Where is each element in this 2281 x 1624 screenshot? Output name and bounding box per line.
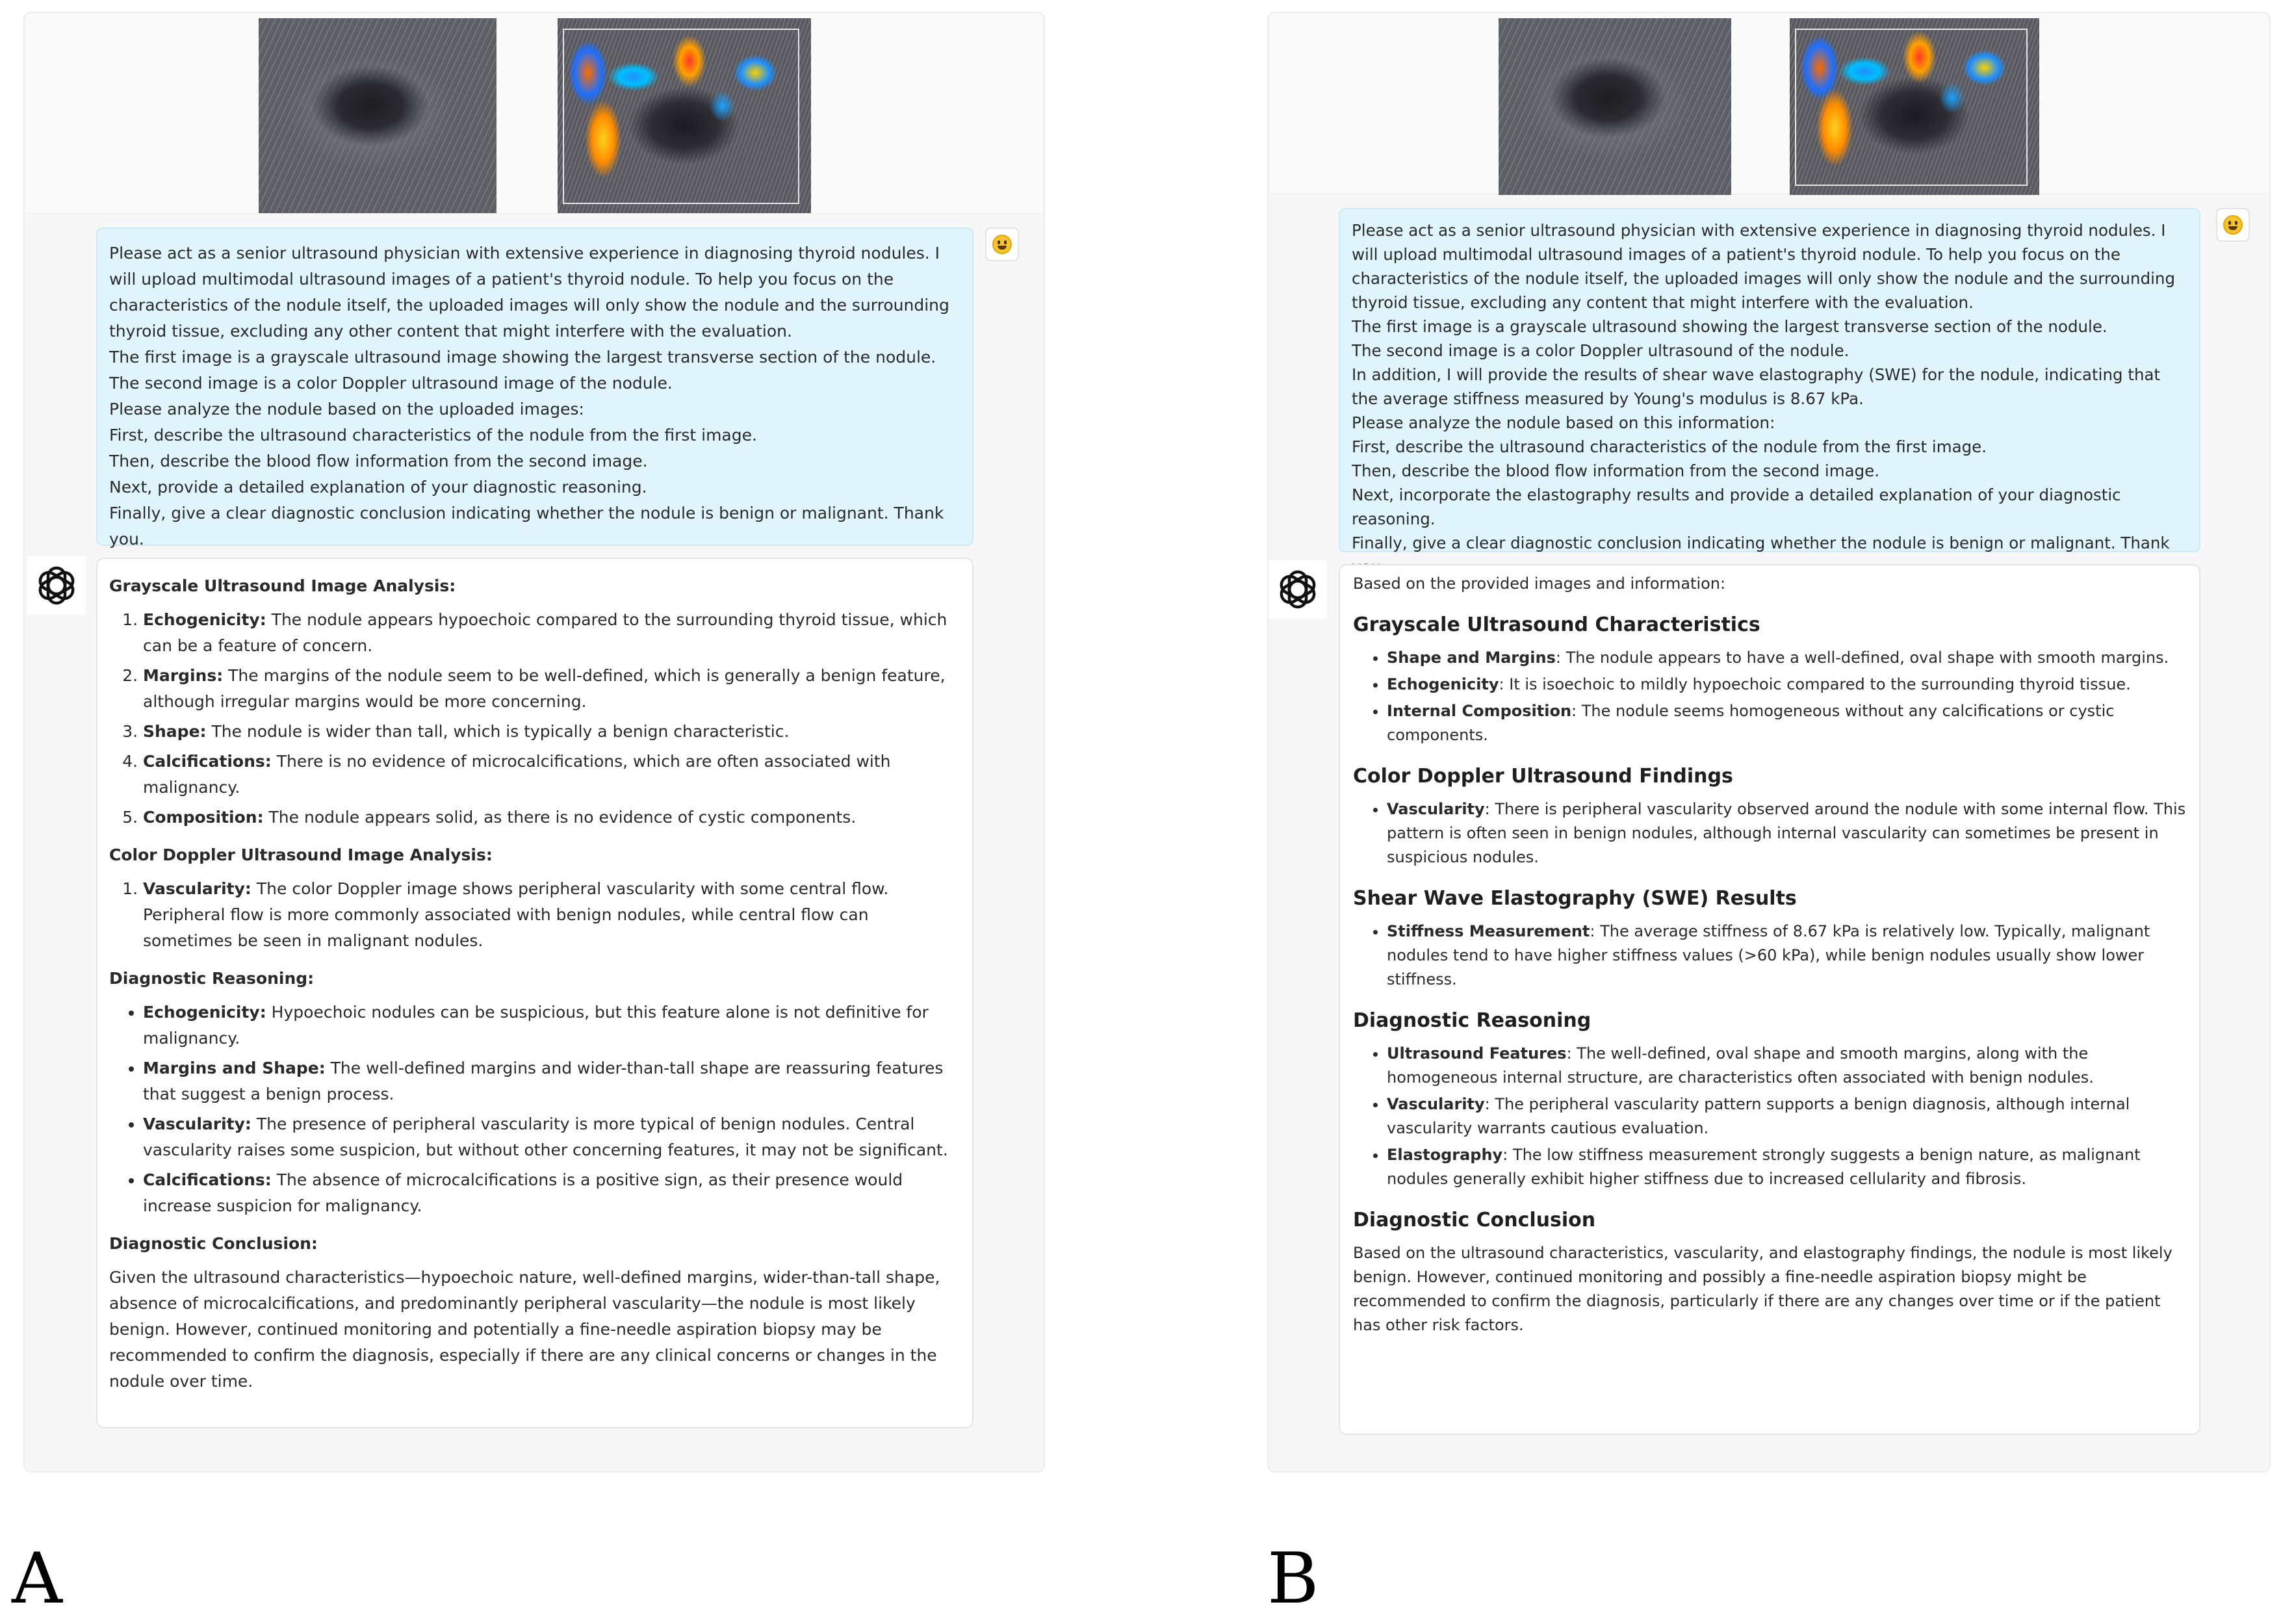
panel-label-b: B [1267, 1538, 1319, 1619]
list-item: • Vascularity: The presence of peripheral vascularity is more typical of benign nodules. Central vascularity raises some suspicion, but without other concerning features, it may not be significant. [143, 1111, 960, 1163]
prompt-line: First, describe the ultrasound characteristics of the nodule from the first image. [109, 426, 757, 445]
list-item: • Echogenicity: Hypoechoic nodules can be suspicious, but this feature alone is not definitive for malignancy. [143, 999, 960, 1051]
chat-panel-b [1267, 12, 2271, 1473]
prompt-line: First, describe the ultrasound characteristics of the nodule from the first image. [1352, 437, 1987, 456]
assistant-answer-card [1339, 564, 2200, 1435]
section-heading-conclusion: Diagnostic Conclusion [1353, 1209, 1596, 1231]
section-heading-doppler: Color Doppler Ultrasound Image Analysis: [109, 845, 493, 864]
user-prompt-bubble [1339, 208, 2200, 552]
section-heading-doppler: Color Doppler Ultrasound Findings [1353, 765, 1733, 788]
reasoning-list [1353, 1042, 2186, 1191]
list-item: • Ultrasound Features: The well-defined, oval shape and smooth margins, along with the homogeneous internal structure, are characteristics often associated with benign nodules. [1387, 1042, 2186, 1090]
prompt-line: Next, incorporate the elastography results and provide a detailed explanation of your diagnostic reasoning. [1352, 485, 2121, 528]
prompt-line: Finally, give a clear diagnostic conclusion indicating whether the nodule is benign or malignant. Thank [1352, 534, 2170, 552]
section-heading-grayscale: Grayscale Ultrasound Characteristics [1353, 613, 1760, 636]
smiley-face-icon [2223, 215, 2243, 235]
doppler-findings-list [1353, 797, 2186, 870]
chat-panel-a [23, 12, 1045, 1473]
assistant-answer-card [96, 558, 973, 1428]
prompt-line: Then, describe the blood flow information from the second image. [109, 452, 648, 470]
list-item: 3. Shape: The nodule is wider than tall, which is typically a benign characteristic. [143, 719, 960, 745]
section-heading-reasoning: Diagnostic Reasoning [1353, 1009, 1592, 1032]
list-item: 1. Echogenicity: The nodule appears hypoechoic compared to the surrounding thyroid tissue, which can be a feature of concern. [143, 607, 960, 659]
user-avatar [2216, 208, 2250, 242]
prompt-line: The first image is a grayscale ultrasound image showing the largest transverse section of the nodule. [109, 348, 936, 367]
prompt-line: Finally, give a clear diagnostic conclusion indicating whether the nodule is benign or malignant. Thank you. [109, 504, 944, 548]
list-item: • Internal Composition: The nodule seems homogeneous without any calcifications or cystic components. [1387, 699, 2186, 747]
prompt-line: The second image is a color Doppler ultrasound image of the nodule. [109, 374, 673, 393]
list-item: 2. Margins: The margins of the nodule seem to be well-defined, which is generally a benign feature, although irregular margins would be more concerning. [143, 663, 960, 715]
grayscale-findings-list [109, 607, 960, 831]
list-item: 5. Composition: The nodule appears solid, as there is no evidence of cystic components. [143, 805, 960, 831]
conclusion-text: Given the ultrasound characteristics—hypoechoic nature, well-defined margins, wider-than-tall shape, absence of microcalcifications, and predominantly peripheral vascularity—the nodule is most likely benign. However, continued monitoring and potentially a fine-needle aspiration biopsy may be recommended to confirm the diagnosis, especially if there are any clinical concerns or changes in the nodule over time. [109, 1268, 940, 1391]
swe-findings-list [1353, 920, 2186, 992]
list-item: • Echogenicity: It is isoechoic to mildly hypoechoic compared to the surrounding thyroid tissue. [1387, 673, 2186, 697]
color-doppler-ultrasound-image[interactable] [558, 18, 811, 213]
prompt-line: Please analyze the nodule based on the uploaded images: [109, 400, 584, 419]
prompt-line: Then, describe the blood flow information from the second image. [1352, 461, 1879, 480]
list-item: • Elastography: The low stiffness measurement strongly suggests a benign nature, as malignant nodules generally exhibit higher stiffness due to increased cellularity and fibrosis. [1387, 1143, 2186, 1191]
list-item: • Margins and Shape: The well-defined margins and wider-than-tall shape are reassuring features that suggest a benign process. [143, 1055, 960, 1107]
list-item: • Shape and Margins: The nodule appears to have a well-defined, oval shape with smooth margins. [1387, 646, 2186, 670]
doppler-roi-box [1795, 29, 2028, 186]
color-doppler-ultrasound-image[interactable] [1790, 18, 2039, 195]
answer-intro: Based on the provided images and information: [1353, 574, 1726, 593]
prompt-line: Next, provide a detailed explanation of your diagnostic reasoning. [109, 478, 647, 496]
section-heading-swe: Shear Wave Elastography (SWE) Results [1353, 887, 1797, 910]
uploaded-images-strip [26, 13, 1042, 214]
assistant-avatar [1269, 560, 1327, 619]
list-item: • Calcifications: The absence of microcalcifications is a positive sign, as their presence would increase suspicion for malignancy. [143, 1167, 960, 1219]
prompt-line: Please analyze the nodule based on this information: [1352, 413, 1775, 432]
section-heading-grayscale: Grayscale Ultrasound Image Analysis: [109, 576, 456, 595]
user-prompt-bubble [96, 227, 973, 546]
grayscale-findings-list [1353, 646, 2186, 747]
uploaded-images-strip [1270, 13, 2268, 194]
panel-label-a: A [12, 1538, 62, 1619]
user-avatar [985, 227, 1019, 261]
conclusion-text: Based on the ultrasound characteristics, vascularity, and elastography findings, the nodule is most likely benign. However, continued monitoring and possibly a fine-needle aspiration biopsy might be recommended to confirm the diagnosis, particularly if there are any changes over time or if the patient has other risk factors. [1353, 1244, 2172, 1334]
openai-logo-icon [32, 561, 81, 610]
smiley-face-icon [992, 235, 1012, 254]
grayscale-ultrasound-image[interactable] [1499, 18, 1731, 195]
doppler-findings-list [109, 876, 960, 954]
section-heading-conclusion: Diagnostic Conclusion: [109, 1234, 318, 1253]
prompt-line: Please act as a senior ultrasound physician with extensive experience in diagnosing thyroid nodules. I will upload multimodal ultrasound images of a patient's thyroid nodule. To help you focus on the characteristics of the nodule itself, the uploaded images will only show the nodule and the surrounding thyroid tissue, excluding any content that might interfere with the evaluation. [1352, 221, 2176, 312]
doppler-roi-box [563, 29, 799, 204]
openai-logo-icon [1274, 565, 1322, 613]
list-item: • Vascularity: There is peripheral vascularity observed around the nodule with some internal flow. This pattern is often seen in benign nodules, although internal vascularity can sometimes be present in suspicious nodules. [1387, 797, 2186, 870]
prompt-line: The first image is a grayscale ultrasound showing the largest transverse section of the nodule. [1352, 317, 2107, 336]
section-heading-reasoning: Diagnostic Reasoning: [109, 969, 315, 988]
grayscale-ultrasound-image[interactable] [259, 18, 496, 213]
list-item: • Vascularity: The peripheral vascularity pattern supports a benign diagnosis, although internal vascularity warrants cautious evaluation. [1387, 1092, 2186, 1141]
reasoning-list [109, 999, 960, 1219]
prompt-line: In addition, I will provide the results of shear wave elastography (SWE) for the nodule, indicating that the average stiffness measured by Young's modulus is 8.67 kPa. [1352, 365, 2161, 408]
list-item: • Stiffness Measurement: The average stiffness of 8.67 kPa is relatively low. Typically, malignant nodules tend to have higher stiffness values (>60 kPa), while benign nodules usually show lower stiffness. [1387, 920, 2186, 992]
prompt-line: The second image is a color Doppler ultrasound of the nodule. [1352, 341, 1849, 360]
list-item: 4. Calcifications: There is no evidence of microcalcifications, which are often associated with malignancy. [143, 749, 960, 801]
assistant-avatar [27, 556, 86, 615]
prompt-line: Please act as a senior ultrasound physician with extensive experience in diagnosing thyroid nodules. I will upload multimodal ultrasound images of a patient's thyroid nodule. To help you focus on the characteristics of the nodule itself, the uploaded images will only show the nodule and the surrounding thyroid tissue, excluding any other content that might interfere with the evaluation. [109, 244, 949, 341]
list-item: 1. Vascularity: The color Doppler image shows peripheral vascularity with some central flow. Peripheral flow is more commonly associated with benign nodules, while central flow can sometimes be seen in malignant nodules. [143, 876, 960, 954]
